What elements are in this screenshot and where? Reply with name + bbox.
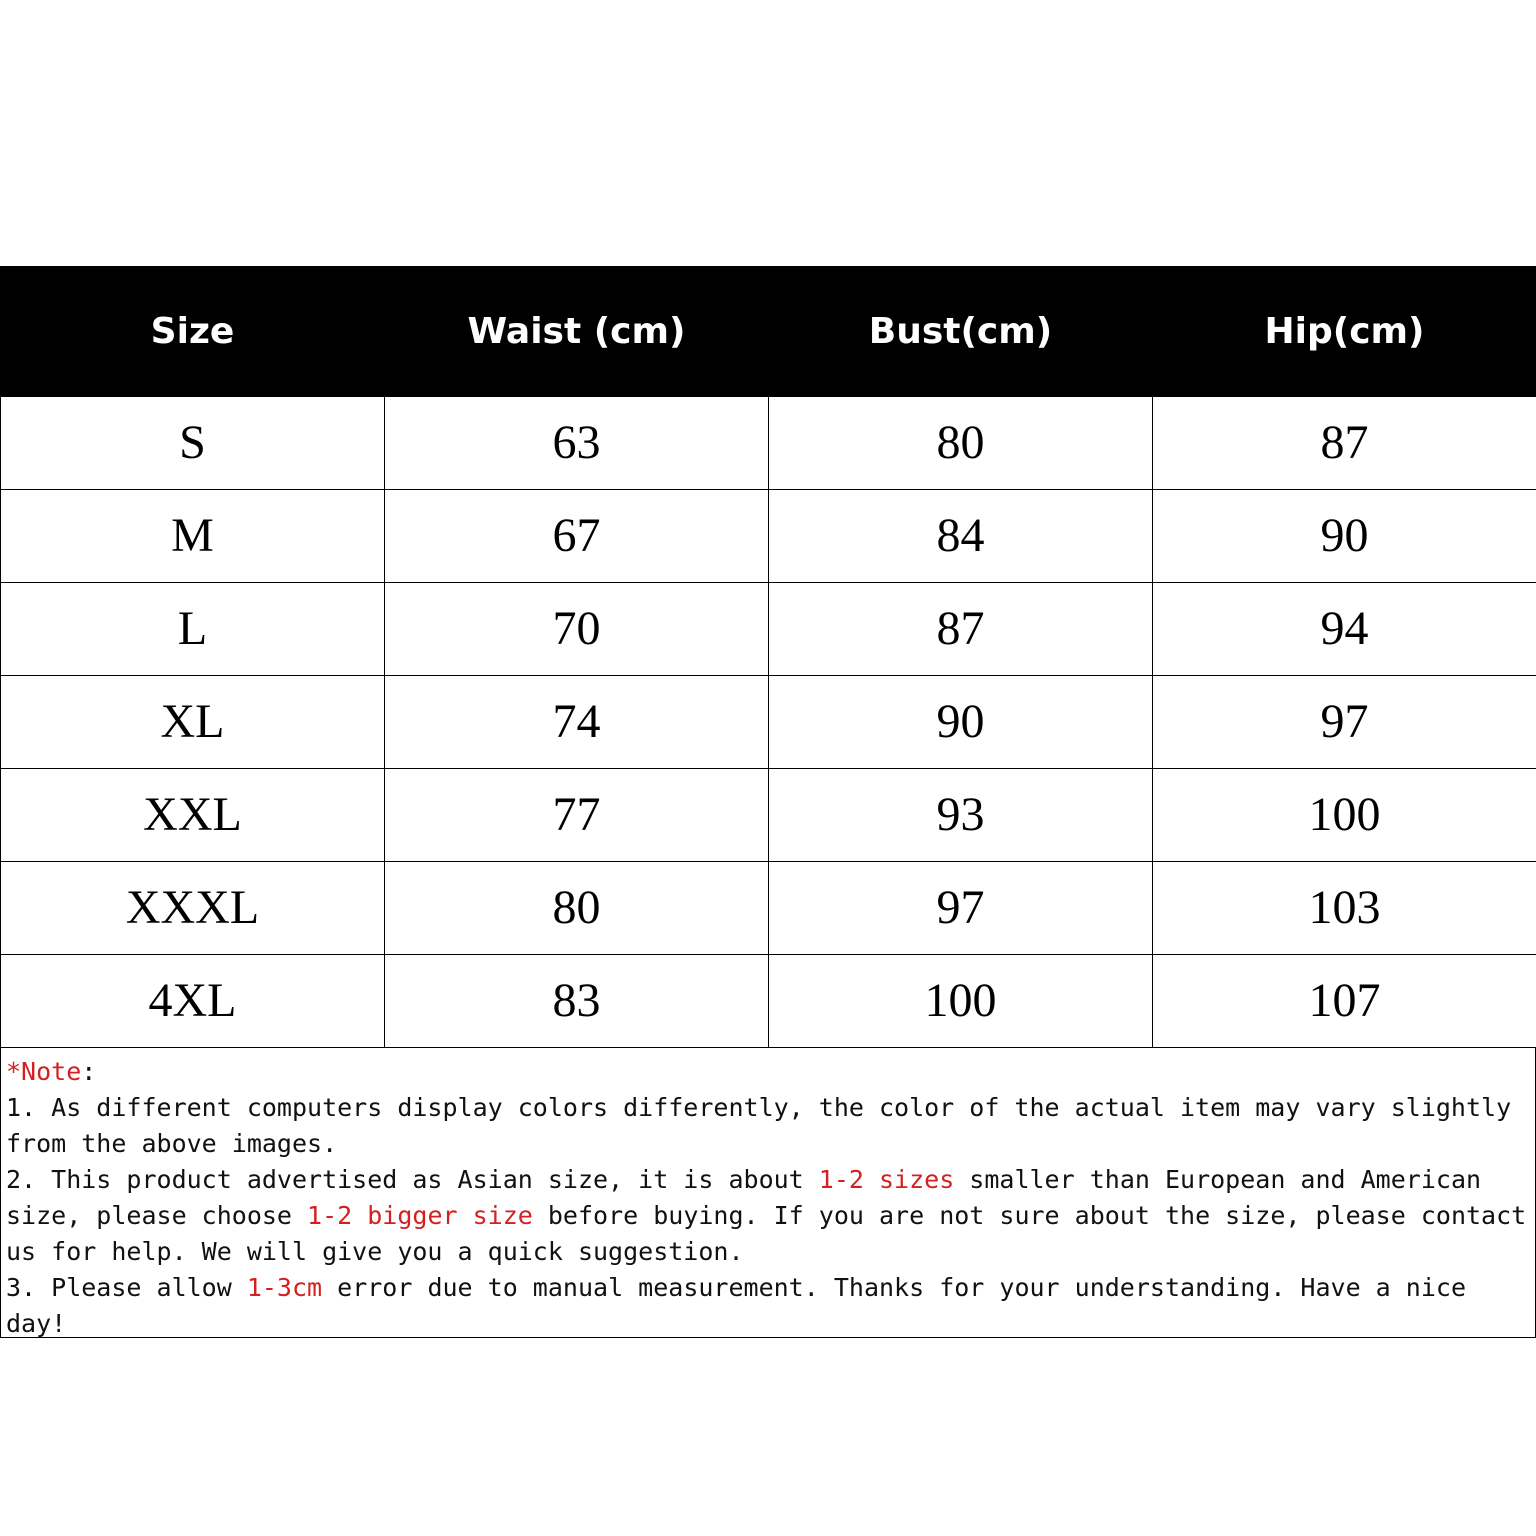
bust-cell: 93 [769, 769, 1153, 862]
bust-cell: 100 [769, 955, 1153, 1048]
table-row [1, 583, 1536, 676]
size-cell: L [1, 583, 385, 676]
note-title [6, 1054, 1535, 1090]
hip-cell: 94 [1153, 583, 1536, 676]
bust-cell: 87 [769, 583, 1153, 676]
table-row [1, 676, 1536, 769]
hip-cell: 97 [1153, 676, 1536, 769]
size-chart [0, 266, 1536, 1338]
bust-cell: 97 [769, 862, 1153, 955]
note-1: 1. As different computers display colors differently, the color of the actual item may vary slightly from the above images. [6, 1093, 1512, 1158]
note-2-text: before buying. If you are not sure about the size, please contact us for help. We will give you a quick suggestion. [6, 1201, 1527, 1266]
note-2-text: 2. This product advertised as Asian size, it is about [6, 1165, 819, 1194]
header-bust: Bust(cm) [769, 267, 1153, 397]
table-row [1, 490, 1536, 583]
note-2-highlight-bigger: 1-2 bigger size [307, 1201, 533, 1230]
waist-cell: 80 [385, 862, 769, 955]
bust-cell: 84 [769, 490, 1153, 583]
size-cell: XXL [1, 769, 385, 862]
table-header-row [1, 267, 1536, 397]
note-2-text: smaller than European and American size, please choose [6, 1165, 1482, 1230]
bust-cell: 80 [769, 397, 1153, 490]
waist-cell: 63 [385, 397, 769, 490]
table-row [1, 955, 1536, 1048]
header-waist: Waist (cm) [385, 267, 769, 397]
table-row [1, 862, 1536, 955]
header-size: Size [1, 267, 385, 397]
size-cell: XXXL [1, 862, 385, 955]
note-2-highlight-sizes: 1-2 sizes [818, 1165, 955, 1194]
size-cell: XL [1, 676, 385, 769]
note-3-highlight-error: 1-3cm [246, 1273, 323, 1302]
note-3-text: 3. Please allow [6, 1273, 247, 1302]
note-2 [6, 1162, 1535, 1270]
bust-cell: 90 [769, 676, 1153, 769]
note-colon: : [81, 1057, 97, 1086]
hip-cell: 100 [1153, 769, 1536, 862]
waist-cell: 74 [385, 676, 769, 769]
hip-cell: 107 [1153, 955, 1536, 1048]
hip-cell: 90 [1153, 490, 1536, 583]
hip-cell: 103 [1153, 862, 1536, 955]
size-cell: S [1, 397, 385, 490]
note-3-text: error due to manual measurement. Thanks for your understanding. Have a nice day! [6, 1273, 1466, 1338]
note-label: *Note [6, 1057, 82, 1086]
size-table [0, 266, 1536, 1048]
table-row [1, 397, 1536, 490]
size-cell: M [1, 490, 385, 583]
header-hip: Hip(cm) [1153, 267, 1536, 397]
waist-cell: 77 [385, 769, 769, 862]
table-row [1, 769, 1536, 862]
size-notes [0, 1048, 1536, 1338]
size-cell: 4XL [1, 955, 385, 1048]
note-3 [6, 1270, 1535, 1338]
waist-cell: 83 [385, 955, 769, 1048]
waist-cell: 67 [385, 490, 769, 583]
hip-cell: 87 [1153, 397, 1536, 490]
waist-cell: 70 [385, 583, 769, 676]
